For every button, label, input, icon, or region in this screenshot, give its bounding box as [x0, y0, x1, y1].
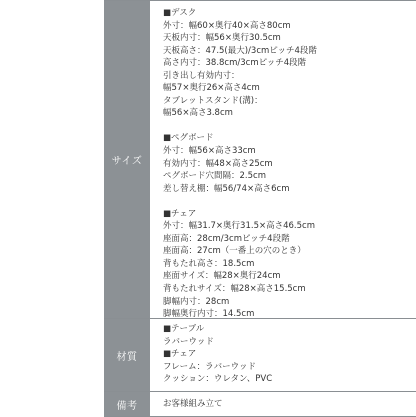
- notes-content: [150, 392, 416, 416]
- pegboard-line: 差し替え棚：幅56/74×高さ6cm: [163, 183, 290, 194]
- chair-line: 脚幅奥行内寸：14.5cm: [163, 309, 255, 318]
- desk-line: 幅57×奥行26×高さ4cm: [163, 83, 260, 94]
- chair-heading: ■ チェア: [163, 208, 416, 221]
- chair-line: 脚幅内寸：28cm: [163, 296, 230, 307]
- pegboard-line: ペグボード穴間隔：2.5cm: [163, 171, 266, 182]
- chair-line: 外寸：幅31.7×奥行31.5×高さ46.5cm: [163, 221, 315, 232]
- chair-line: 背もたれ高さ：18.5cm: [163, 258, 255, 269]
- desk-heading: ■ デスク: [163, 7, 416, 20]
- pegboard-line: 有効内寸：幅48×高さ25cm: [163, 158, 273, 169]
- material-label: 材質: [104, 319, 150, 391]
- desk-line: 引き出し有効内寸：: [163, 70, 240, 81]
- size-row: [104, 1, 416, 319]
- chair-line: 座面サイズ：幅28×奥行24cm: [163, 271, 281, 282]
- notes-label: 備考: [104, 392, 150, 416]
- desk-line: 高さ内寸：38.8cm/3cmピッチ4段階: [163, 58, 307, 69]
- material-content: [150, 319, 416, 391]
- desk-line: 幅56×高さ3.8cm: [163, 108, 233, 119]
- material-chair-line: クッション：ウレタン、PVC: [163, 374, 273, 385]
- chair-line: 座面高：27cm（一番上の穴のとき）: [163, 246, 306, 257]
- material-table-heading: ■ テーブル: [163, 323, 416, 336]
- material-chair-heading: ■ チェア: [163, 348, 416, 361]
- material-chair-line: フレーム：ラバーウッド: [163, 361, 256, 372]
- notes-text: お客様組み立て: [163, 399, 223, 409]
- desk-line: 外寸：幅60×奥行40×高さ80cm: [163, 20, 291, 31]
- spec-table: [104, 0, 416, 416]
- desk-line: タブレットスタンド(溝)：: [163, 95, 263, 106]
- pegboard-line: 外寸：幅56×高さ33cm: [163, 146, 256, 157]
- size-label: サイズ: [104, 1, 150, 318]
- spacer: [163, 195, 416, 208]
- desk-line: 天板内寸：幅56×奥行30.5cm: [163, 33, 281, 44]
- notes-row: [104, 392, 416, 417]
- desk-line: 天板高さ：47.5(最大)/3cmピッチ4段階: [163, 45, 317, 56]
- spacer: [163, 120, 416, 133]
- pegboard-heading: ■ ペグボード: [163, 132, 416, 145]
- chair-line: 背もたれサイズ：幅28×高さ15.5cm: [163, 284, 306, 295]
- material-table-line: ラバーウッド: [163, 336, 214, 347]
- material-row: [104, 319, 416, 392]
- chair-line: 座面高：28cm/3cmピッチ4段階: [163, 233, 290, 244]
- size-content: [150, 1, 416, 318]
